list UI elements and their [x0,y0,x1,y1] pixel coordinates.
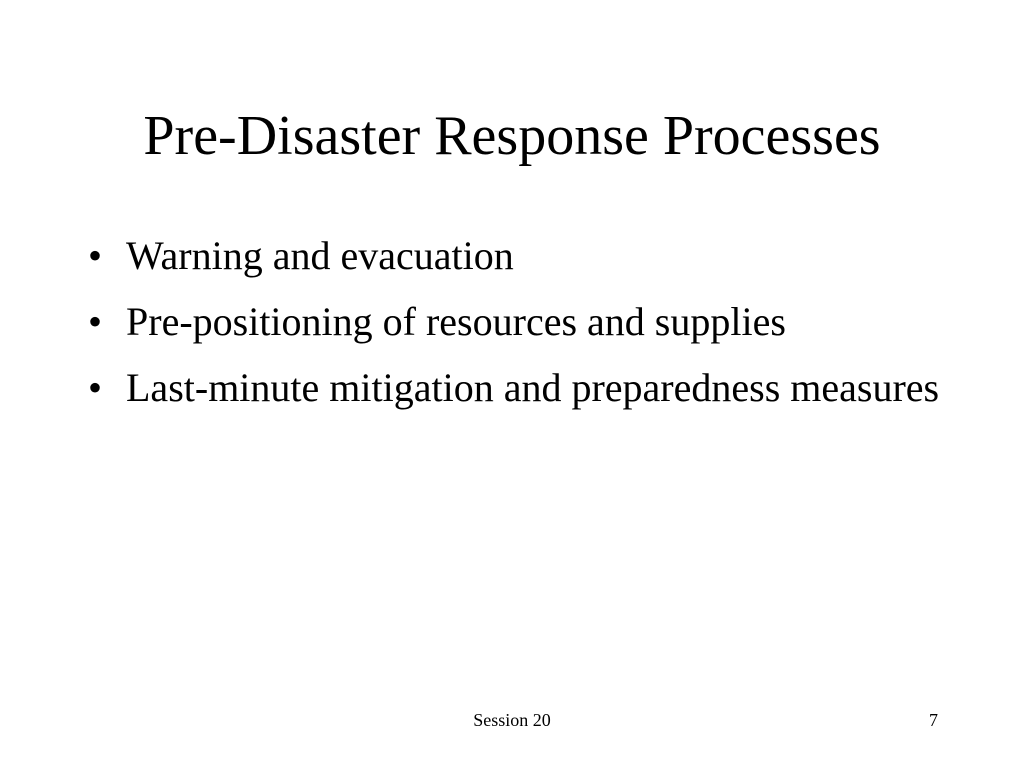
bullet-text: Warning and evacuation [126,233,514,278]
bullet-text: Pre-positioning of resources and supplies [126,299,786,344]
footer-page-number: 7 [929,710,938,730]
bullet-list [80,232,940,430]
bullet-marker: • [88,299,103,344]
bullet-item-last-minute-mitigation [80,364,940,412]
slide-title: Pre-Disaster Response Processes [143,105,881,167]
bullet-item-pre-positioning [80,298,940,346]
bullet-marker: • [88,233,103,278]
bullet-item-warning-evacuation [80,232,940,280]
bullet-marker: • [88,365,103,410]
bullet-text: Last-minute mitigation and preparedness measures [126,365,940,410]
footer-session-label: Session 20 [473,710,551,730]
